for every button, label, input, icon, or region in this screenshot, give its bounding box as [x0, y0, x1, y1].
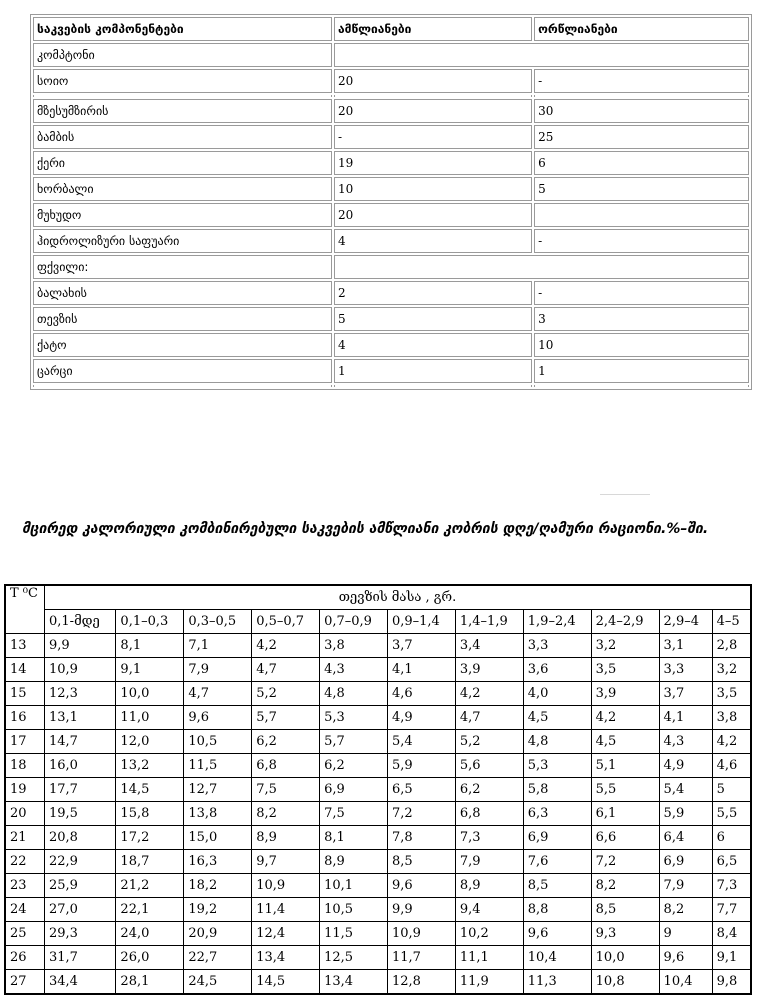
header-yearlings: ამწლიანები — [334, 17, 532, 41]
ration-value: 5,4 — [387, 730, 455, 754]
table-row — [5, 730, 751, 754]
ration-value: 8,9 — [455, 874, 523, 898]
ration-value: 4,6 — [712, 754, 751, 778]
ration-value: 12,5 — [320, 946, 388, 970]
daily-ration-table — [4, 584, 752, 995]
temperature-cell: 17 — [5, 730, 45, 754]
ration-value: 22,7 — [184, 946, 252, 970]
separator-cell — [534, 385, 749, 387]
component-name: სოიო — [33, 69, 332, 93]
ration-value: 6,8 — [252, 754, 320, 778]
ration-value: 10,9 — [252, 874, 320, 898]
table-row — [33, 43, 749, 67]
table-row — [33, 69, 749, 93]
ration-value: 19,5 — [45, 802, 116, 826]
ration-value: 8,9 — [252, 826, 320, 850]
ration-value: 3,2 — [712, 658, 751, 682]
table-row — [5, 802, 751, 826]
ration-value: 7,5 — [252, 778, 320, 802]
ration-value: 12,8 — [387, 970, 455, 995]
yearlings-value: 2 — [334, 281, 532, 305]
table-row — [33, 99, 749, 123]
ration-value: 8,1 — [320, 826, 388, 850]
ration-value: 18,7 — [116, 850, 184, 874]
ration-value: 5,2 — [252, 682, 320, 706]
ration-value: 9,4 — [455, 898, 523, 922]
ration-value: 9,6 — [184, 706, 252, 730]
ration-value: 9,6 — [659, 946, 712, 970]
ration-value: 3,7 — [659, 682, 712, 706]
ration-value: 11,5 — [184, 754, 252, 778]
mass-range-header-row — [5, 610, 751, 634]
component-name: ჰიდროლიზური საფუარი — [33, 229, 332, 253]
mass-range-header: 1,9–2,4 — [523, 610, 591, 634]
two-year-olds-value: - — [534, 69, 749, 93]
ration-value: 8,9 — [320, 850, 388, 874]
mass-range-header: 1,4–1,9 — [455, 610, 523, 634]
ration-value: 11,1 — [455, 946, 523, 970]
ration-value: 8,2 — [591, 874, 659, 898]
yearlings-value: 5 — [334, 307, 532, 331]
temperature-cell: 19 — [5, 778, 45, 802]
ration-value: 4,2 — [455, 682, 523, 706]
two-year-olds-value: 1 — [534, 359, 749, 383]
two-year-olds-value: 6 — [534, 151, 749, 175]
temperature-cell: 14 — [5, 658, 45, 682]
ration-value: 8,2 — [252, 802, 320, 826]
ration-value: 31,7 — [45, 946, 116, 970]
ration-value: 9,9 — [387, 898, 455, 922]
table-row — [5, 658, 751, 682]
ration-value: 4,0 — [523, 682, 591, 706]
table-caption: მცირედ კალორიული კომბინირებული საკვების ამწლიანი კობრის დღე/ღამური რაციონი.%–ში. — [22, 521, 709, 537]
two-year-olds-value: 3 — [534, 307, 749, 331]
yearlings-value: 10 — [334, 177, 532, 201]
ration-value: 6,9 — [523, 826, 591, 850]
ration-value: 13,8 — [184, 802, 252, 826]
table-row — [5, 706, 751, 730]
temperature-cell: 16 — [5, 706, 45, 730]
ration-value: 7,2 — [591, 850, 659, 874]
ration-value: 16,0 — [45, 754, 116, 778]
component-name: ხორბალი — [33, 177, 332, 201]
ration-value: 11,4 — [252, 898, 320, 922]
ration-value: 6,9 — [659, 850, 712, 874]
ration-value: 14,5 — [116, 778, 184, 802]
ration-value: 13,4 — [320, 970, 388, 995]
temperature-cell: 26 — [5, 946, 45, 970]
temperature-cell: 18 — [5, 754, 45, 778]
temperature-cell: 27 — [5, 970, 45, 995]
ration-value: 29,3 — [45, 922, 116, 946]
ration-value: 7,2 — [387, 802, 455, 826]
temperature-cell: 13 — [5, 634, 45, 658]
ration-value: 25,9 — [45, 874, 116, 898]
ration-value: 3,1 — [659, 634, 712, 658]
component-name: კომპტონი — [33, 43, 332, 67]
ration-value: 24,5 — [184, 970, 252, 995]
ration-value: 19,2 — [184, 898, 252, 922]
ration-value: 3,9 — [591, 682, 659, 706]
ration-value: 9,8 — [712, 970, 751, 995]
group-header-row — [5, 585, 751, 610]
empty-cell — [334, 255, 749, 279]
ration-value: 3,7 — [387, 634, 455, 658]
yearlings-value: 1 — [334, 359, 532, 383]
empty-cell — [334, 43, 749, 67]
ration-value: 10,0 — [591, 946, 659, 970]
ration-value: 10,8 — [591, 970, 659, 995]
ration-value: 7,6 — [523, 850, 591, 874]
table-row — [33, 177, 749, 201]
ration-value: 5,8 — [523, 778, 591, 802]
table-row — [33, 125, 749, 149]
yearlings-value: 4 — [334, 333, 532, 357]
ration-value: 10,5 — [184, 730, 252, 754]
ration-value: 5,3 — [523, 754, 591, 778]
ration-value: 6,1 — [591, 802, 659, 826]
ration-value: 4,3 — [659, 730, 712, 754]
ration-value: 10,2 — [455, 922, 523, 946]
ration-value: 4,1 — [659, 706, 712, 730]
temperature-cell: 25 — [5, 922, 45, 946]
separator-cell — [534, 95, 749, 97]
ration-value: 6,3 — [523, 802, 591, 826]
ration-value: 4,5 — [591, 730, 659, 754]
ration-value: 6,9 — [320, 778, 388, 802]
ration-value: 3,5 — [591, 658, 659, 682]
table-header-row — [33, 17, 749, 41]
component-name: ფქვილი: — [33, 255, 332, 279]
ration-value: 6,4 — [659, 826, 712, 850]
ration-value: 9,7 — [252, 850, 320, 874]
mass-range-header: 0,1-მდე — [45, 610, 116, 634]
yearlings-value: 20 — [334, 99, 532, 123]
ration-value: 5,5 — [712, 802, 751, 826]
ration-value: 3,5 — [712, 682, 751, 706]
table-row — [5, 874, 751, 898]
ration-value: 4,7 — [455, 706, 523, 730]
ration-value: 8,1 — [116, 634, 184, 658]
ration-value: 9 — [659, 922, 712, 946]
ration-value: 4,9 — [659, 754, 712, 778]
ration-value: 2,8 — [712, 634, 751, 658]
ration-value: 4,7 — [184, 682, 252, 706]
ration-value: 4,1 — [387, 658, 455, 682]
table-row — [5, 682, 751, 706]
ration-value: 11,7 — [387, 946, 455, 970]
mass-range-header: 2,9–4 — [659, 610, 712, 634]
component-name: ქერი — [33, 151, 332, 175]
fish-mass-header: თევზის მასა , გრ. — [45, 585, 752, 610]
mass-range-header: 0,3–0,5 — [184, 610, 252, 634]
ration-value: 3,4 — [455, 634, 523, 658]
temperature-cell: 24 — [5, 898, 45, 922]
ration-value: 28,1 — [116, 970, 184, 995]
ration-value: 11,9 — [455, 970, 523, 995]
ration-value: 6,2 — [252, 730, 320, 754]
temperature-header: T ⁰C — [5, 585, 45, 634]
table-row — [33, 333, 749, 357]
ration-value: 17,7 — [45, 778, 116, 802]
ration-value: 11,3 — [523, 970, 591, 995]
ration-value: 8,2 — [659, 898, 712, 922]
ration-value: 4,6 — [387, 682, 455, 706]
ration-value: 9,9 — [45, 634, 116, 658]
two-year-olds-value — [534, 203, 749, 227]
ration-value: 5,5 — [591, 778, 659, 802]
ration-value: 22,1 — [116, 898, 184, 922]
ration-value: 3,3 — [523, 634, 591, 658]
feed-components-table-body — [33, 17, 749, 387]
ration-value: 4,8 — [320, 682, 388, 706]
ration-value: 4,2 — [591, 706, 659, 730]
mass-range-header: 0,1–0,3 — [116, 610, 184, 634]
table-row — [33, 151, 749, 175]
component-name: ბამბის — [33, 125, 332, 149]
ration-value: 4,3 — [320, 658, 388, 682]
ration-value: 10,5 — [320, 898, 388, 922]
ration-value: 27,0 — [45, 898, 116, 922]
ration-value: 16,3 — [184, 850, 252, 874]
mass-range-header: 0,5–0,7 — [252, 610, 320, 634]
ration-value: 10,1 — [320, 874, 388, 898]
ration-value: 4,7 — [252, 658, 320, 682]
ration-value: 6,6 — [591, 826, 659, 850]
ration-value: 8,4 — [712, 922, 751, 946]
ration-value: 6 — [712, 826, 751, 850]
ration-value: 12,0 — [116, 730, 184, 754]
table-row — [5, 946, 751, 970]
ration-value: 9,3 — [591, 922, 659, 946]
table-row — [33, 307, 749, 331]
ration-value: 7,3 — [712, 874, 751, 898]
ration-value: 3,8 — [320, 634, 388, 658]
yearlings-value: 20 — [334, 203, 532, 227]
table-row — [5, 970, 751, 995]
ration-value: 10,9 — [387, 922, 455, 946]
table-row — [33, 203, 749, 227]
ration-value: 24,0 — [116, 922, 184, 946]
header-two-year-olds: ორწლიანები — [534, 17, 749, 41]
ration-value: 9,6 — [523, 922, 591, 946]
ration-value: 6,2 — [455, 778, 523, 802]
ration-value: 15,0 — [184, 826, 252, 850]
table-row — [33, 281, 749, 305]
ration-value: 15,8 — [116, 802, 184, 826]
ration-value: 4,9 — [387, 706, 455, 730]
ration-value: 3,2 — [591, 634, 659, 658]
table-separator-row — [33, 385, 749, 387]
ration-value: 26,0 — [116, 946, 184, 970]
component-name: თევზის — [33, 307, 332, 331]
ration-value: 22,9 — [45, 850, 116, 874]
ration-value: 7,9 — [184, 658, 252, 682]
table-row — [5, 778, 751, 802]
component-name: ქატო — [33, 333, 332, 357]
decorative-speck — [600, 494, 650, 495]
ration-value: 6,2 — [320, 754, 388, 778]
component-name: ბალახის — [33, 281, 332, 305]
ration-value: 5,6 — [455, 754, 523, 778]
ration-value: 5,1 — [591, 754, 659, 778]
ration-value: 5,3 — [320, 706, 388, 730]
separator-cell — [33, 95, 332, 97]
ration-value: 8,5 — [523, 874, 591, 898]
ration-value: 7,8 — [387, 826, 455, 850]
ration-value: 7,1 — [184, 634, 252, 658]
ration-value: 5,9 — [387, 754, 455, 778]
ration-value: 8,5 — [591, 898, 659, 922]
ration-value: 12,3 — [45, 682, 116, 706]
table-row — [5, 634, 751, 658]
ration-value: 12,7 — [184, 778, 252, 802]
ration-value: 14,7 — [45, 730, 116, 754]
ration-value: 3,9 — [455, 658, 523, 682]
ration-value: 7,5 — [320, 802, 388, 826]
ration-value: 20,9 — [184, 922, 252, 946]
table-row — [33, 359, 749, 383]
table-separator-row — [33, 95, 749, 97]
table-row — [33, 255, 749, 279]
ration-value: 5,9 — [659, 802, 712, 826]
yearlings-value: 19 — [334, 151, 532, 175]
ration-value: 4,8 — [523, 730, 591, 754]
ration-value: 18,2 — [184, 874, 252, 898]
mass-range-header: 4–5 — [712, 610, 751, 634]
ration-value: 4,2 — [252, 634, 320, 658]
yearlings-value: 20 — [334, 69, 532, 93]
ration-value: 3,8 — [712, 706, 751, 730]
two-year-olds-value: - — [534, 229, 749, 253]
ration-value: 12,4 — [252, 922, 320, 946]
yearlings-value: 4 — [334, 229, 532, 253]
ration-value: 17,2 — [116, 826, 184, 850]
ration-value: 20,8 — [45, 826, 116, 850]
ration-value: 9,6 — [387, 874, 455, 898]
ration-value: 13,1 — [45, 706, 116, 730]
two-year-olds-value: 30 — [534, 99, 749, 123]
temperature-cell: 21 — [5, 826, 45, 850]
ration-value: 6,8 — [455, 802, 523, 826]
table-row — [5, 826, 751, 850]
two-year-olds-value: 5 — [534, 177, 749, 201]
ration-value: 5,4 — [659, 778, 712, 802]
two-year-olds-value: 10 — [534, 333, 749, 357]
table-row — [33, 229, 749, 253]
header-components: საკვების კომპონენტები — [33, 17, 332, 41]
ration-value: 3,6 — [523, 658, 591, 682]
ration-value: 13,4 — [252, 946, 320, 970]
temperature-cell: 15 — [5, 682, 45, 706]
ration-value: 10,4 — [523, 946, 591, 970]
ration-value: 10,9 — [45, 658, 116, 682]
separator-cell — [334, 95, 532, 97]
separator-cell — [334, 385, 532, 387]
component-name: მზესუმზირის — [33, 99, 332, 123]
ration-value: 11,0 — [116, 706, 184, 730]
ration-value: 5,7 — [252, 706, 320, 730]
component-name: ცარცი — [33, 359, 332, 383]
daily-ration-table-body — [5, 585, 751, 994]
ration-value: 10,4 — [659, 970, 712, 995]
ration-value: 5 — [712, 778, 751, 802]
ration-value: 10,0 — [116, 682, 184, 706]
ration-value: 8,5 — [387, 850, 455, 874]
ration-value: 7,9 — [659, 874, 712, 898]
table-row — [5, 754, 751, 778]
ration-value: 6,5 — [387, 778, 455, 802]
ration-value: 7,7 — [712, 898, 751, 922]
table-row — [5, 922, 751, 946]
table-row — [5, 898, 751, 922]
ration-value: 34,4 — [45, 970, 116, 995]
mass-range-header: 2,4–2,9 — [591, 610, 659, 634]
ration-value: 4,2 — [712, 730, 751, 754]
yearlings-value: - — [334, 125, 532, 149]
ration-value: 11,5 — [320, 922, 388, 946]
ration-value: 9,1 — [712, 946, 751, 970]
table-row — [5, 850, 751, 874]
separator-cell — [33, 385, 332, 387]
ration-value: 4,5 — [523, 706, 591, 730]
feed-components-table — [30, 14, 752, 390]
ration-value: 7,9 — [455, 850, 523, 874]
ration-value: 14,5 — [252, 970, 320, 995]
ration-value: 21,2 — [116, 874, 184, 898]
temperature-cell: 20 — [5, 802, 45, 826]
ration-value: 8,8 — [523, 898, 591, 922]
two-year-olds-value: - — [534, 281, 749, 305]
ration-value: 13,2 — [116, 754, 184, 778]
ration-value: 6,5 — [712, 850, 751, 874]
temperature-cell: 23 — [5, 874, 45, 898]
two-year-olds-value: 25 — [534, 125, 749, 149]
ration-value: 9,1 — [116, 658, 184, 682]
ration-value: 3,3 — [659, 658, 712, 682]
component-name: მუხუდო — [33, 203, 332, 227]
mass-range-header: 0,9–1,4 — [387, 610, 455, 634]
ration-value: 5,2 — [455, 730, 523, 754]
ration-value: 7,3 — [455, 826, 523, 850]
temperature-cell: 22 — [5, 850, 45, 874]
ration-value: 5,7 — [320, 730, 388, 754]
mass-range-header: 0,7–0,9 — [320, 610, 388, 634]
